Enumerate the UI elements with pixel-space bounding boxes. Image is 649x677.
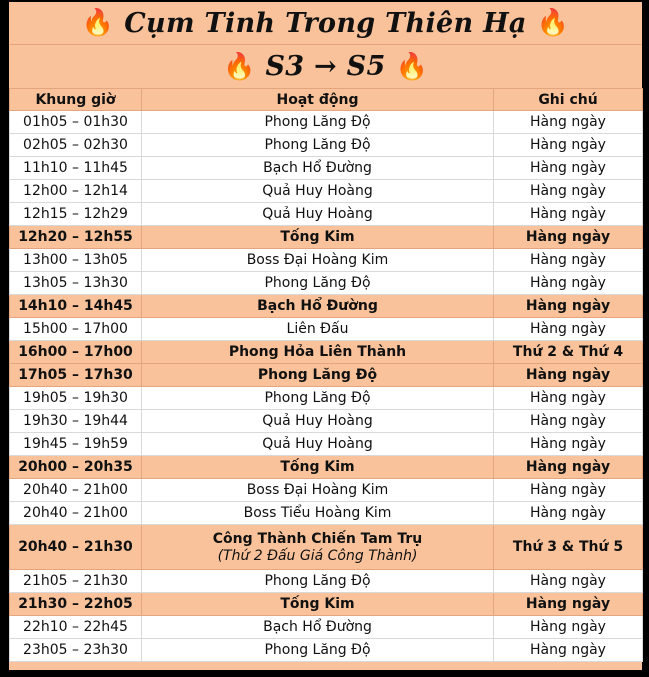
cell-note: Hàng ngày <box>494 134 643 157</box>
table-row <box>10 272 643 295</box>
cell-activity: Tống Kim <box>142 593 494 616</box>
cell-time: 12h20 – 12h55 <box>10 226 142 249</box>
table-body <box>10 111 643 662</box>
activity-name: Công Thành Chiến Tam Trụ <box>212 530 423 547</box>
cell-time: 17h05 – 17h30 <box>10 364 142 387</box>
header-note: Ghi chú <box>494 89 643 111</box>
table-row <box>10 249 643 272</box>
cell-time: 23h05 – 23h30 <box>10 639 142 662</box>
cell-time: 02h05 – 02h30 <box>10 134 142 157</box>
cell-time: 20h00 – 20h35 <box>10 456 142 479</box>
activity-note: (Thứ 2 Đấu Giá Công Thành) <box>217 547 418 564</box>
table-row <box>10 157 643 180</box>
sheet-subtitle: S3 → S5 <box>265 51 386 82</box>
cell-activity <box>142 525 494 570</box>
cell-time: 22h10 – 22h45 <box>10 616 142 639</box>
cell-note: Hàng ngày <box>494 410 643 433</box>
header-row <box>10 89 643 111</box>
cell-note: Hàng ngày <box>494 570 643 593</box>
table-row <box>10 203 643 226</box>
header-time: Khung giờ <box>10 89 142 111</box>
table-row <box>10 134 643 157</box>
cell-activity: Quả Huy Hoàng <box>142 410 494 433</box>
cell-activity: Phong Lăng Độ <box>142 570 494 593</box>
table-row <box>10 479 643 502</box>
cell-note: Hàng ngày <box>494 318 643 341</box>
cell-activity: Tống Kim <box>142 456 494 479</box>
cell-activity: Phong Lăng Độ <box>142 387 494 410</box>
cell-activity: Bạch Hổ Đường <box>142 157 494 180</box>
table-row <box>10 525 643 570</box>
cell-activity: Quả Huy Hoàng <box>142 180 494 203</box>
schedule-table <box>9 88 643 662</box>
fire-icon: 🔥 <box>81 8 115 38</box>
cell-activity: Phong Lăng Độ <box>142 364 494 387</box>
cell-note: Hàng ngày <box>494 387 643 410</box>
cell-note: Thứ 3 & Thứ 5 <box>494 525 643 570</box>
cell-note: Hàng ngày <box>494 272 643 295</box>
table-row <box>10 341 643 364</box>
cell-note: Hàng ngày <box>494 616 643 639</box>
cell-time: 19h30 – 19h44 <box>10 410 142 433</box>
schedule-sheet <box>9 2 642 670</box>
table-row <box>10 616 643 639</box>
cell-time: 15h00 – 17h00 <box>10 318 142 341</box>
cell-note: Hàng ngày <box>494 111 643 134</box>
table-row <box>10 318 643 341</box>
cell-note: Hàng ngày <box>494 226 643 249</box>
header-activity: Hoạt động <box>142 89 494 111</box>
cell-note: Hàng ngày <box>494 456 643 479</box>
cell-time: 12h15 – 12h29 <box>10 203 142 226</box>
cell-note: Hàng ngày <box>494 157 643 180</box>
cell-time: 19h05 – 19h30 <box>10 387 142 410</box>
cell-activity: Tống Kim <box>142 226 494 249</box>
cell-activity: Boss Đại Hoàng Kim <box>142 479 494 502</box>
cell-time: 21h30 – 22h05 <box>10 593 142 616</box>
table-row <box>10 180 643 203</box>
table-row <box>10 593 643 616</box>
cell-activity: Boss Tiểu Hoàng Kim <box>142 502 494 525</box>
cell-time: 12h00 – 12h14 <box>10 180 142 203</box>
table-row <box>10 639 643 662</box>
cell-activity: Liên Đấu <box>142 318 494 341</box>
cell-time: 13h00 – 13h05 <box>10 249 142 272</box>
table-row <box>10 433 643 456</box>
cell-time: 01h05 – 01h30 <box>10 111 142 134</box>
fire-icon: 🔥 <box>536 8 570 38</box>
cell-activity: Phong Hỏa Liên Thành <box>142 341 494 364</box>
cell-time: 14h10 – 14h45 <box>10 295 142 318</box>
cell-time: 11h10 – 11h45 <box>10 157 142 180</box>
table-row <box>10 502 643 525</box>
cell-activity: Phong Lăng Độ <box>142 639 494 662</box>
table-row <box>10 295 643 318</box>
table-row <box>10 570 643 593</box>
table-row <box>10 226 643 249</box>
cell-activity: Phong Lăng Độ <box>142 134 494 157</box>
cell-time: 20h40 – 21h30 <box>10 525 142 570</box>
cell-note: Hàng ngày <box>494 180 643 203</box>
fire-icon: 🔥 <box>395 51 428 82</box>
cell-time: 16h00 – 17h00 <box>10 341 142 364</box>
table-row <box>10 364 643 387</box>
fire-icon: 🔥 <box>223 51 256 82</box>
cell-time: 19h45 – 19h59 <box>10 433 142 456</box>
title-row <box>9 2 642 45</box>
table-row <box>10 111 643 134</box>
cell-note: Thứ 2 & Thứ 4 <box>494 341 643 364</box>
cell-activity: Phong Lăng Độ <box>142 111 494 134</box>
cell-time: 20h40 – 21h00 <box>10 479 142 502</box>
cell-activity: Bạch Hổ Đường <box>142 295 494 318</box>
cell-note: Hàng ngày <box>494 479 643 502</box>
cell-time: 20h40 – 21h00 <box>10 502 142 525</box>
cell-note: Hàng ngày <box>494 639 643 662</box>
table-row <box>10 410 643 433</box>
cell-activity: Bạch Hổ Đường <box>142 616 494 639</box>
cell-activity: Phong Lăng Độ <box>142 272 494 295</box>
cell-activity: Quả Huy Hoàng <box>142 433 494 456</box>
sheet-title: Cụm Tinh Trong Thiên Hạ <box>124 7 527 39</box>
cell-note: Hàng ngày <box>494 502 643 525</box>
cell-note: Hàng ngày <box>494 433 643 456</box>
cell-note: Hàng ngày <box>494 295 643 318</box>
subtitle-row <box>9 45 642 88</box>
cell-activity: Quả Huy Hoàng <box>142 203 494 226</box>
cell-note: Hàng ngày <box>494 593 643 616</box>
cell-activity: Boss Đại Hoàng Kim <box>142 249 494 272</box>
cell-note: Hàng ngày <box>494 249 643 272</box>
cell-time: 13h05 – 13h30 <box>10 272 142 295</box>
cell-time: 21h05 – 21h30 <box>10 570 142 593</box>
table-row <box>10 456 643 479</box>
table-row <box>10 387 643 410</box>
cell-note: Hàng ngày <box>494 203 643 226</box>
cell-note: Hàng ngày <box>494 364 643 387</box>
